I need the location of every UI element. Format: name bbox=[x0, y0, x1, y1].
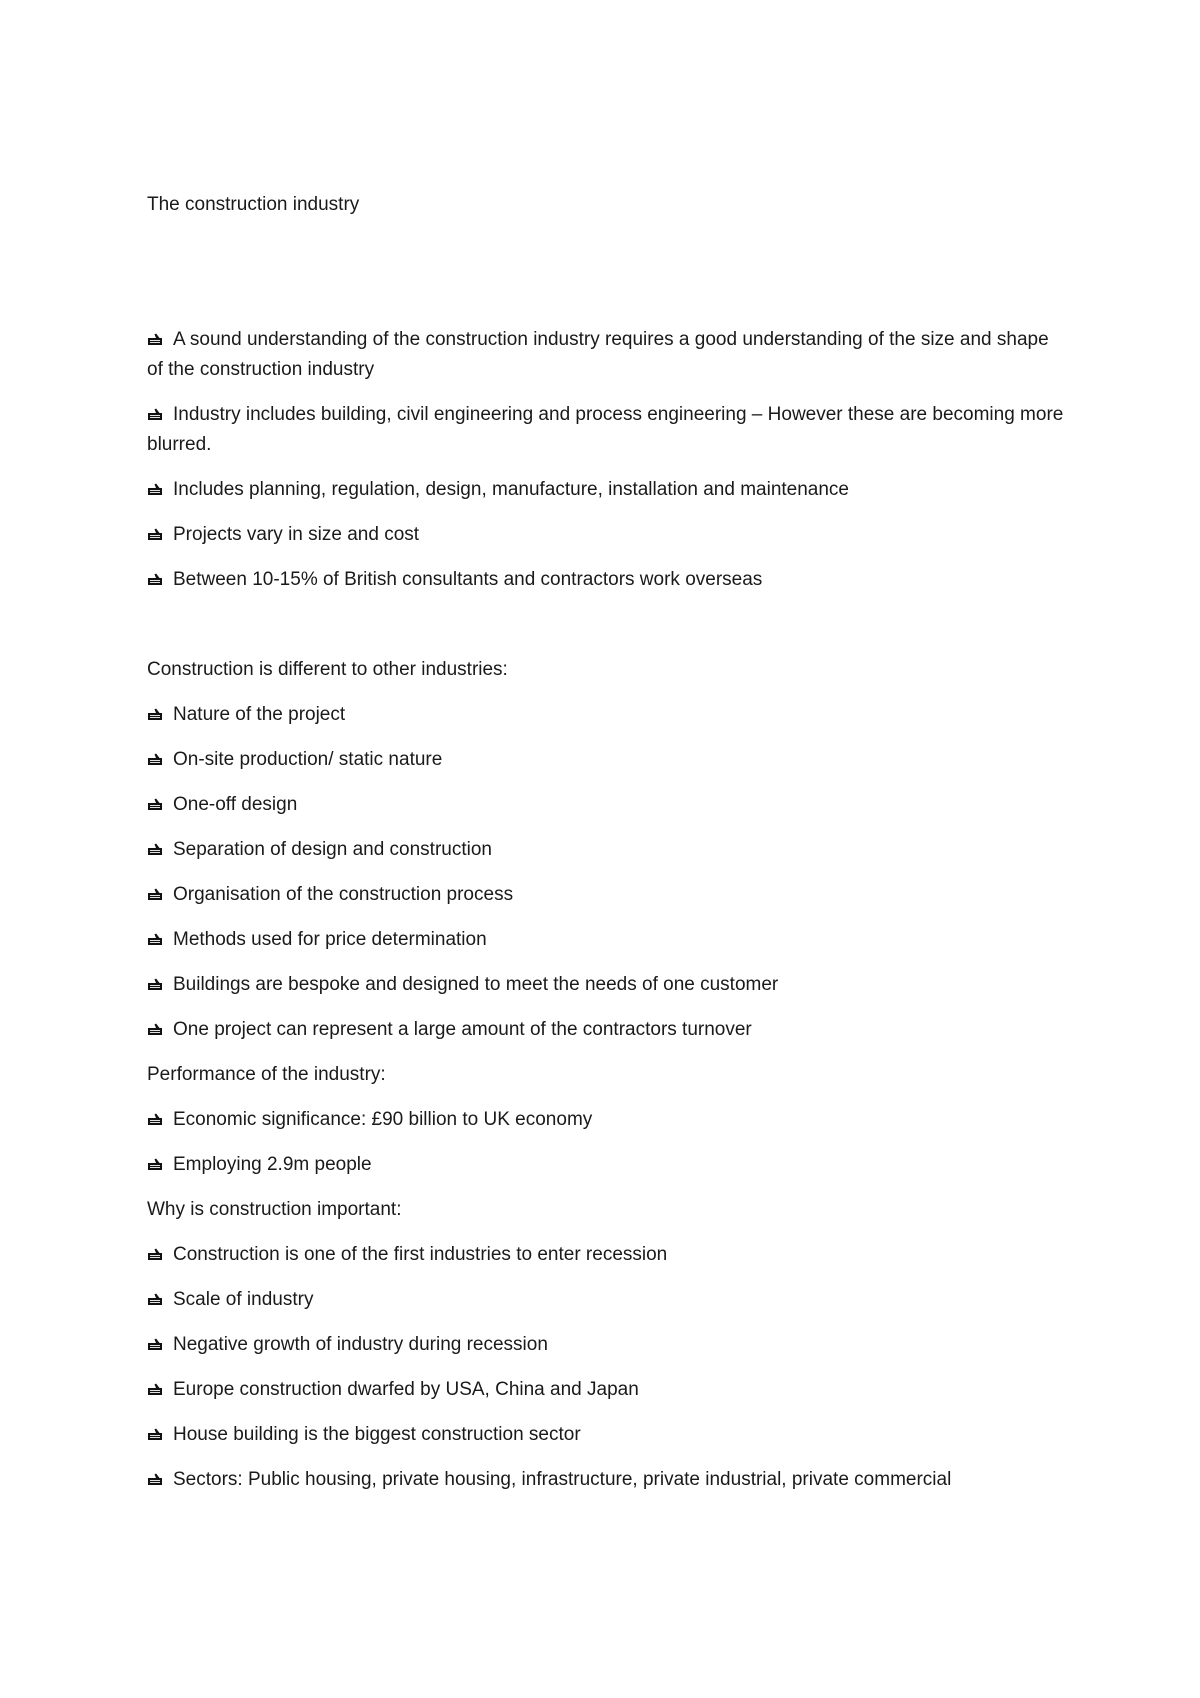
bullet-item bbox=[147, 1240, 1067, 1270]
bullet-text: Employing 2.9m people bbox=[173, 1154, 372, 1175]
hand-pointing-icon bbox=[147, 707, 163, 721]
bullet-text: A sound understanding of the construction industry requires a good understanding of the size and shape of the construction industry bbox=[147, 329, 1049, 380]
hand-pointing-icon bbox=[147, 887, 163, 901]
hand-pointing-icon bbox=[147, 752, 163, 766]
bullet-item bbox=[147, 835, 1067, 865]
hand-pointing-icon bbox=[147, 1247, 163, 1261]
bullet-text: On-site production/ static nature bbox=[173, 749, 443, 770]
bullet-item bbox=[147, 790, 1067, 820]
hand-pointing-icon bbox=[147, 842, 163, 856]
difference-heading: Construction is different to other industries: bbox=[147, 659, 508, 680]
bullet-text: One-off design bbox=[173, 794, 298, 815]
bullet-text: Scale of industry bbox=[173, 1289, 314, 1310]
performance-heading: Performance of the industry: bbox=[147, 1064, 386, 1085]
hand-pointing-icon bbox=[147, 527, 163, 541]
spacer bbox=[147, 220, 1067, 325]
hand-pointing-icon bbox=[147, 1157, 163, 1171]
bullet-text: Includes planning, regulation, design, manufacture, installation and maintenance bbox=[173, 479, 850, 500]
hand-pointing-icon bbox=[147, 797, 163, 811]
hand-pointing-icon bbox=[147, 1292, 163, 1306]
bullet-text: Between 10-15% of British consultants and contractors work overseas bbox=[173, 569, 763, 590]
bullet-item bbox=[147, 925, 1067, 955]
bullet-item bbox=[147, 1465, 1067, 1495]
bullet-text: One project can represent a large amount of the contractors turnover bbox=[173, 1019, 752, 1040]
bullet-item bbox=[147, 1285, 1067, 1315]
bullet-item bbox=[147, 1375, 1067, 1405]
hand-pointing-icon bbox=[147, 1112, 163, 1126]
bullet-text: Buildings are bespoke and designed to meet the needs of one customer bbox=[173, 974, 779, 995]
spacer bbox=[147, 610, 1067, 655]
bullet-text: Sectors: Public housing, private housing, infrastructure, private industrial, private commercial bbox=[173, 1469, 952, 1490]
hand-pointing-icon bbox=[147, 407, 163, 421]
hand-pointing-icon bbox=[147, 332, 163, 346]
bullet-text: Negative growth of industry during recession bbox=[173, 1334, 548, 1355]
bullet-text: Economic significance: £90 billion to UK economy bbox=[173, 1109, 593, 1130]
hand-pointing-icon bbox=[147, 1472, 163, 1486]
hand-pointing-icon bbox=[147, 1337, 163, 1351]
bullet-item bbox=[147, 400, 1067, 460]
bullet-text: Europe construction dwarfed by USA, China and Japan bbox=[173, 1379, 639, 1400]
bullet-text: Separation of design and construction bbox=[173, 839, 492, 860]
bullet-item bbox=[147, 880, 1067, 910]
bullet-item bbox=[147, 1150, 1067, 1180]
difference-bullet-list bbox=[147, 700, 1067, 1045]
hand-pointing-icon bbox=[147, 977, 163, 991]
hand-pointing-icon bbox=[147, 1427, 163, 1441]
bullet-text: Methods used for price determination bbox=[173, 929, 487, 950]
bullet-item bbox=[147, 520, 1067, 550]
bullet-text: Projects vary in size and cost bbox=[173, 524, 420, 545]
bullet-item bbox=[147, 970, 1067, 1000]
bullet-item bbox=[147, 745, 1067, 775]
bullet-item bbox=[147, 1330, 1067, 1360]
hand-pointing-icon bbox=[147, 932, 163, 946]
hand-pointing-icon bbox=[147, 1382, 163, 1396]
document-title: The construction industry bbox=[147, 194, 360, 215]
bullet-item bbox=[147, 1105, 1067, 1135]
bullet-item bbox=[147, 325, 1067, 385]
hand-pointing-icon bbox=[147, 482, 163, 496]
bullet-item bbox=[147, 475, 1067, 505]
bullet-text: Organisation of the construction process bbox=[173, 884, 514, 905]
hand-pointing-icon bbox=[147, 572, 163, 586]
importance-bullet-list bbox=[147, 1240, 1067, 1495]
bullet-item bbox=[147, 700, 1067, 730]
bullet-item bbox=[147, 1015, 1067, 1045]
bullet-text: Nature of the project bbox=[173, 704, 346, 725]
bullet-text: Construction is one of the first industries to enter recession bbox=[173, 1244, 668, 1265]
bullet-item bbox=[147, 565, 1067, 595]
importance-heading: Why is construction important: bbox=[147, 1199, 402, 1220]
intro-bullet-list bbox=[147, 325, 1067, 595]
bullet-item bbox=[147, 1420, 1067, 1450]
bullet-text: House building is the biggest construction sector bbox=[173, 1424, 581, 1445]
hand-pointing-icon bbox=[147, 1022, 163, 1036]
performance-bullet-list bbox=[147, 1105, 1067, 1180]
document-body bbox=[147, 190, 1067, 1510]
bullet-text: Industry includes building, civil engineering and process engineering – However these are becoming more blurred. bbox=[147, 404, 1064, 455]
